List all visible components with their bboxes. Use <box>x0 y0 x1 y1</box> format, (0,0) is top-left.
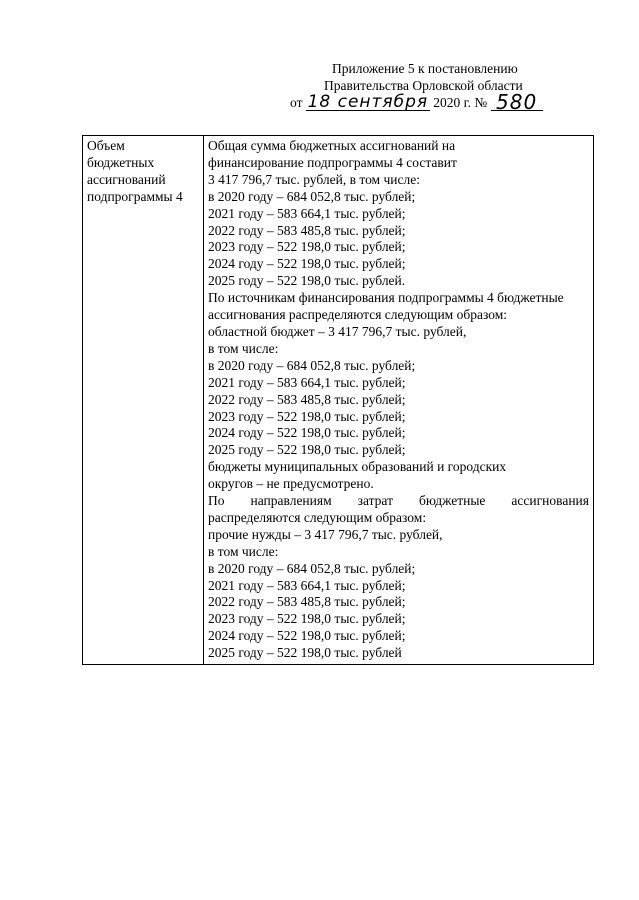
appendix-title: Приложение 5 к постановлению <box>332 61 518 76</box>
handwritten-date: 18 сентября <box>307 92 429 112</box>
content-line: финансирование подпрограммы 4 составит <box>208 154 457 170</box>
content-line: в том числе: <box>208 543 279 559</box>
document-header <box>290 60 590 114</box>
content-line: 2022 году – 583 485,8 тыс. рублей; <box>208 222 406 238</box>
table-row <box>83 136 594 665</box>
content-line: 2024 году – 522 198,0 тыс. рублей; <box>208 425 406 441</box>
decree-date-number <box>290 90 590 114</box>
year-and-number-label: 2020 г. № <box>433 95 488 110</box>
content-line: прочие нужды – 3 417 796,7 тыс. рублей, <box>208 526 443 542</box>
content-line: По источникам финансирования подпрограммы 4 бюджетные <box>208 290 564 306</box>
content-line: в 2020 году – 684 052,8 тыс. рублей; <box>208 188 416 204</box>
content-line: 2025 году – 522 198,0 тыс. рублей. <box>208 273 406 289</box>
content-line: По направлениям затрат бюджетные ассигнования <box>208 493 589 509</box>
content-line: 2022 году – 583 485,8 тыс. рублей; <box>208 594 406 610</box>
content-line: 2021 году – 583 664,1 тыс. рублей; <box>208 577 406 593</box>
budget-allocation-table <box>82 135 594 665</box>
content-line: 2025 году – 522 198,0 тыс. рублей <box>208 645 402 661</box>
content-line: бюджеты муниципальных образований и городских <box>208 459 507 475</box>
content-line: 2023 году – 522 198,0 тыс. рублей; <box>208 611 406 627</box>
content-line: Общая сумма бюджетных ассигнований на <box>208 138 456 153</box>
date-prefix: от <box>290 95 303 110</box>
content-line: в 2020 году – 684 052,8 тыс. рублей; <box>208 560 416 576</box>
issuing-authority: Правительства Орловской области <box>324 78 523 93</box>
content-line: ассигнования распределяются следующим образом: <box>208 307 507 323</box>
row-label-cell <box>83 136 204 665</box>
content-line: 2024 году – 522 198,0 тыс. рублей; <box>208 256 406 272</box>
content-line: в 2020 году – 684 052,8 тыс. рублей; <box>208 357 416 373</box>
content-line: в том числе: <box>208 340 279 356</box>
label-line: подпрограммы 4 <box>87 188 183 204</box>
label-line: Объем <box>87 138 125 153</box>
content-line: 2023 году – 522 198,0 тыс. рублей; <box>208 239 406 255</box>
content-line: 2021 году – 583 664,1 тыс. рублей; <box>208 374 406 390</box>
content-line: 3 417 796,7 тыс. рублей, в том числе: <box>208 171 420 187</box>
content-line: 2021 году – 583 664,1 тыс. рублей; <box>208 205 406 221</box>
content-line: 2022 году – 583 485,8 тыс. рублей; <box>208 391 406 407</box>
content-line: округов – не предусмотрено. <box>208 476 374 492</box>
content-line: 2024 году – 522 198,0 тыс. рублей; <box>208 628 406 644</box>
handwritten-number: 580 <box>491 94 543 111</box>
content-line: 2023 году – 522 198,0 тыс. рублей; <box>208 408 406 424</box>
label-line: бюджетных <box>87 154 155 170</box>
label-line: ассигнований <box>87 171 166 187</box>
content-line: 2025 году – 522 198,0 тыс. рублей; <box>208 442 406 458</box>
content-line: областной бюджет – 3 417 796,7 тыс. рублей, <box>208 323 467 339</box>
row-content-cell <box>204 136 594 665</box>
content-line: распределяются следующим образом: <box>208 509 427 525</box>
